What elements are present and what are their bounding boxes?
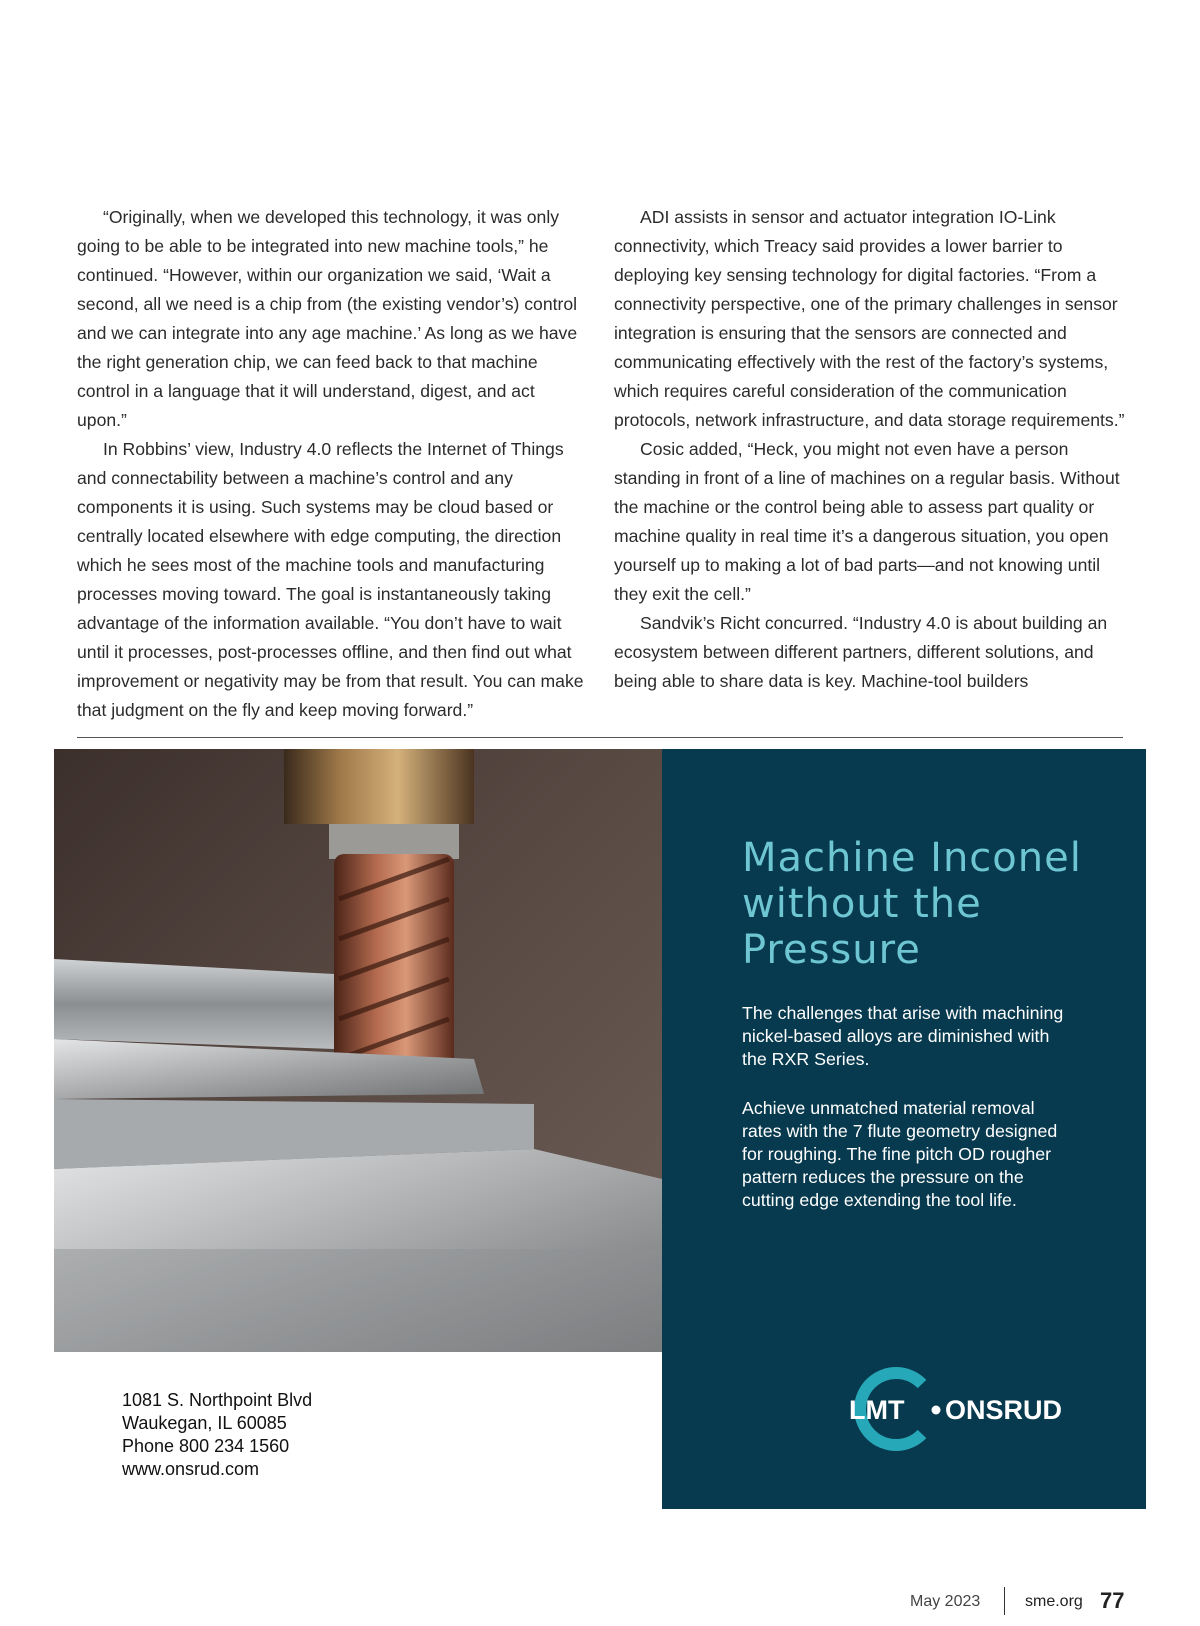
- site-name: sme.org: [1025, 1593, 1083, 1610]
- ad-panel: [662, 749, 1146, 1509]
- page-number: 77: [1100, 1588, 1125, 1613]
- page-footer: [900, 1587, 1125, 1617]
- footer-divider: [1004, 1587, 1005, 1615]
- end-mill-photo: [54, 749, 662, 1352]
- section-divider: [77, 737, 1123, 738]
- phone-line: Phone 800 234 1560: [122, 1436, 290, 1456]
- article-paragraph: In Robbins’ view, Industry 4.0 reflects the Internet of Things and connectability between a machine’s control and any components it is using. Such systems may be cloud based or centrally located elsewhere with edge computing, the direction which he sees most of the machine tools and manufacturing processes moving toward. The goal is instantaneously taking advantage of the information available. “You don’t have to wait until it processes, post-processes offline, and then find out what improvement or negativity may be from that result. You can make that judgment on the fly and keep moving forward.”: [77, 439, 584, 720]
- website-link[interactable]: www.onsrud.com: [122, 1459, 260, 1479]
- ad-headline: Machine Inconel without the Pressure: [742, 835, 1082, 973]
- svg-text:LMT: LMT: [849, 1395, 905, 1425]
- article-paragraph: ADI assists in sensor and actuator integration IO-Link connectivity, which Treacy said provides a lower barrier to deploying key sensing technology for digital factories. “From a connectivity perspective, one of the primary challenges in sensor integration is ensuring that the sensors are connected and communicating effectively with the rest of the factory’s systems, which requires careful consideration of the communication protocols, network infrastructure, and data storage requirements.”: [614, 207, 1125, 430]
- article-paragraph: Sandvik’s Richt concurred. “Industry 4.0 is about building an ecosystem between different partners, different solutions, and being able to share data is key. Machine-tool builders: [614, 613, 1108, 691]
- issue-date: May 2023: [910, 1593, 981, 1610]
- article-paragraph: Cosic added, “Heck, you might not even have a person standing in front of a line of machines on a regular basis. Without the machine or the control being able to assess part quality or machine quality in real time it’s a dangerous situation, you open yourself up to making a lot of bad parts—and not knowing until they exit the cell.”: [614, 439, 1120, 604]
- ad-description: Achieve unmatched material removal rates with the 7 flute geometry designed for roughing. The fine pitch OD rougher pattern reduces the pressure on the cutting edge extending the tool life.: [742, 1098, 1058, 1210]
- article-paragraph: “Originally, when we developed this technology, it was only going to be able to be integrated into new machine tools,” he continued. “However, within our organization we said, ‘Wait a second, all we need is a chip from (the existing vendor’s) control and we can integrate into any age machine.’ As long as we have the right generation chip, we can feed back to that machine control in a language that it will understand, digest, and act upon.”: [77, 207, 578, 430]
- address-line: 1081 S. Northpoint Blvd: [122, 1390, 313, 1410]
- address-line: Waukegan, IL 60085: [122, 1413, 287, 1433]
- ad-description: The challenges that arise with machining nickel-based alloys are diminished with the RXR Series.: [742, 1003, 1064, 1069]
- lmt-onsrud-logo: [847, 1364, 1077, 1454]
- svg-text:ONSRUD: ONSRUD: [945, 1395, 1063, 1425]
- article-left-column: [77, 203, 587, 725]
- ad-address: [122, 1389, 312, 1481]
- article-right-column: [614, 203, 1129, 696]
